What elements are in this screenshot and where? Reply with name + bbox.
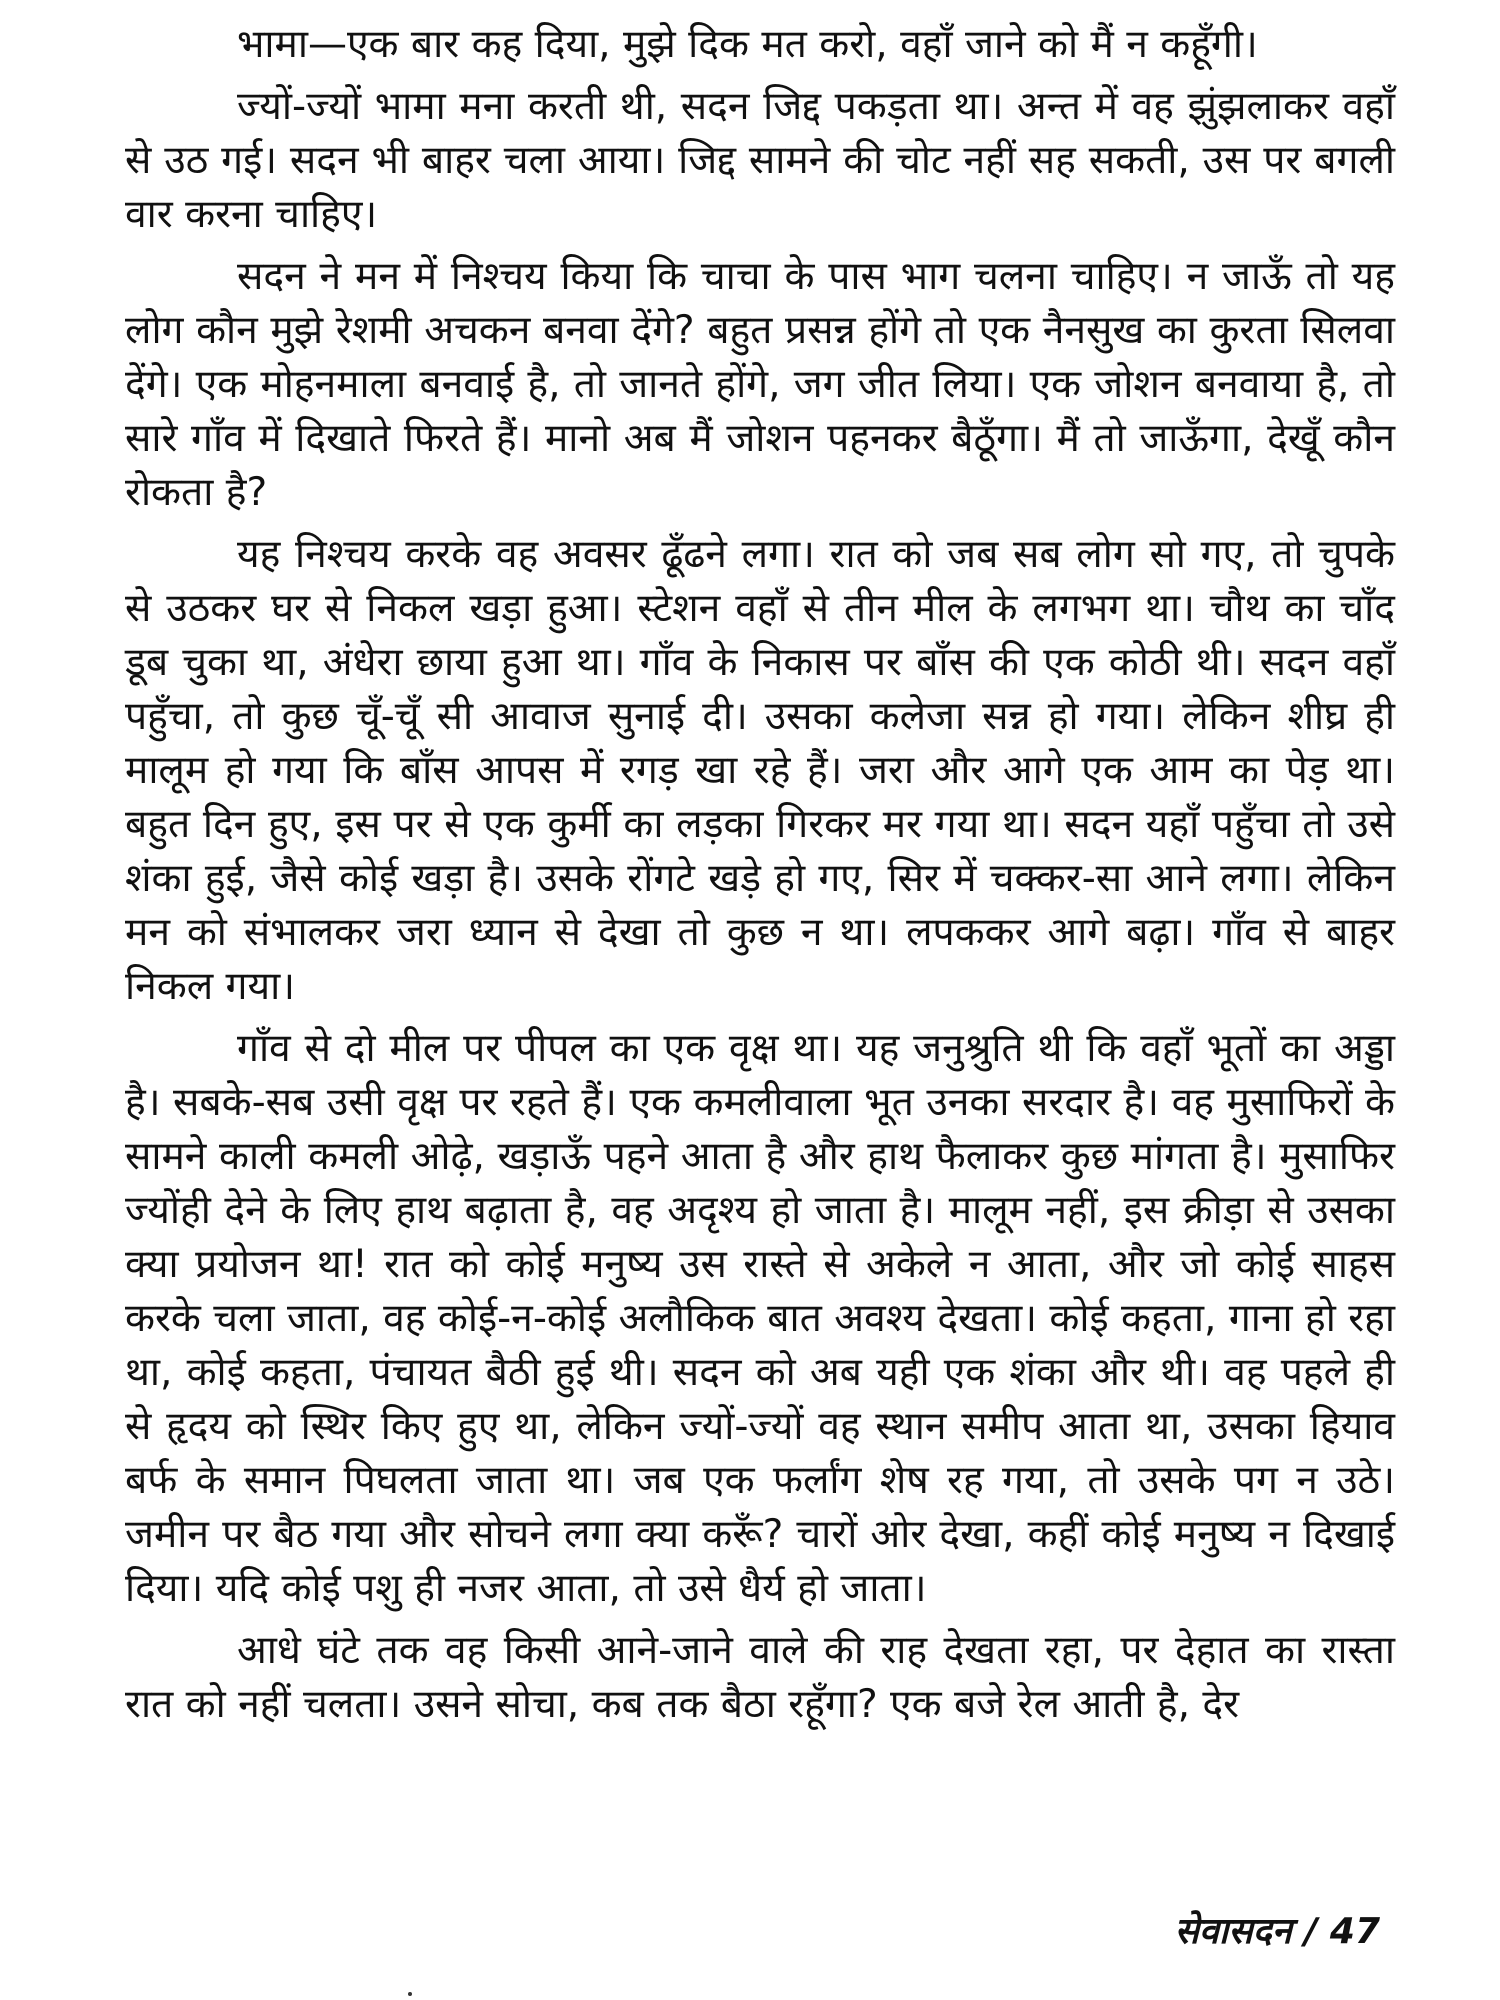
scan-speck	[408, 1992, 412, 1996]
page-footer: सेवासदन / 47	[1174, 1911, 1380, 1952]
paragraph-6: आधे घंटे तक वह किसी आने-जाने वाले की राह देखता रहा, पर देहात का रास्ता रात को नहीं चलता। उसने सोचा, कब तक बैठा रहूँगा? एक बजे रेल आती है, देर	[125, 1628, 1395, 1727]
paragraph-3: सदन ने मन में निश्चय किया कि चाचा के पास भाग चलना चाहिए। न जाऊँ तो यह लोग कौन मुझे रेशमी अचकन बनवा देंगे? बहुत प्रसन्न होंगे तो एक नैनसुख का कुरता सिलवा देंगे। एक मोहनमाला बनवाई है, तो जानते होंगे, जग जीत लिया। एक जोशन बनवाया है, तो सारे गाँव में दिखाते फिरते हैं। मानो अब मैं जोशन पहनकर बैठूँगा। मैं तो जाऊँगा, देखूँ कौन रोकता है?	[125, 254, 1395, 515]
paragraph-4: यह निश्चय करके वह अवसर ढूँढने लगा। रात को जब सब लोग सो गए, तो चुपके से उठकर घर से निकल खड़ा हुआ। स्टेशन वहाँ से तीन मील के लगभग था। चौथ का चाँद डूब चुका था, अंधेरा छाया हुआ था। गाँव के निकास पर बाँस की एक कोठी थी। सदन वहाँ पहुँचा, तो कुछ चूँ-चूँ सी आवाज सुनाई दी। उसका कलेजा सन्न हो गया। लेकिन शीघ्र ही मालूम हो गया कि बाँस आपस में रगड़ खा रहे हैं। जरा और आगे एक आम का पेड़ था। बहुत दिन हुए, इस पर से एक कुर्मी का लड़का गिरकर मर गया था। सदन यहाँ पहुँचा तो उसे शंका हुई, जैसे कोई खड़ा है। उसके रोंगटे खड़े हो गए, सिर में चक्कर-सा आने लगा। लेकिन मन को संभालकर जरा ध्यान से देखा तो कुछ न था। लपककर आगे बढ़ा। गाँव से बाहर निकल गया।	[125, 532, 1395, 1009]
paragraph-1: भामा—एक बार कह दिया, मुझे दिक मत करो, वहाँ जाने को मैं न कहूँगी।	[237, 22, 1258, 67]
body-text	[125, 18, 1395, 1740]
paragraph-2: ज्यों-ज्यों भामा मना करती थी, सदन जिद्द पकड़ता था। अन्त में वह झुंझलाकर वहाँ से उठ गई। सदन भी बाहर चला आया। जिद्द सामने की चोट नहीं सह सकती, उस पर बगली वार करना चाहिए।	[125, 84, 1395, 237]
paragraph-5: गाँव से दो मील पर पीपल का एक वृक्ष था। यह जनुश्रुति थी कि वहाँ भूतों का अड्डा है। सबके-सब उसी वृक्ष पर रहते हैं। एक कमलीवाला भूत उनका सरदार है। वह मुसाफिरों के सामने काली कमली ओढ़े, खड़ाऊँ पहने आता है और हाथ फैलाकर कुछ मांगता है। मुसाफिर ज्योंही देने के लिए हाथ बढ़ाता है, वह अदृश्य हो जाता है। मालूम नहीं, इस क्रीड़ा से उसका क्या प्रयोजन था! रात को कोई मनुष्य उस रास्ते से अकेले न आता, और जो कोई साहस करके चला जाता, वह कोई-न-कोई अलौकिक बात अवश्य देखता। कोई कहता, गाना हो रहा था, कोई कहता, पंचायत बैठी हुई थी। सदन को अब यही एक शंका और थी। वह पहले ही से हृदय को स्थिर किए हुए था, लेकिन ज्यों-ज्यों वह स्थान समीप आता था, उसका हियाव बर्फ के समान पिघलता जाता था। जब एक फर्लांग शेष रह गया, तो उसके पग न उठे। जमीन पर बैठ गया और सोचने लगा क्या करूँ? चारों ओर देखा, कहीं कोई मनुष्य न दिखाई दिया। यदि कोई पशु ही नजर आता, तो उसे धैर्य हो जाता।	[125, 1026, 1395, 1611]
